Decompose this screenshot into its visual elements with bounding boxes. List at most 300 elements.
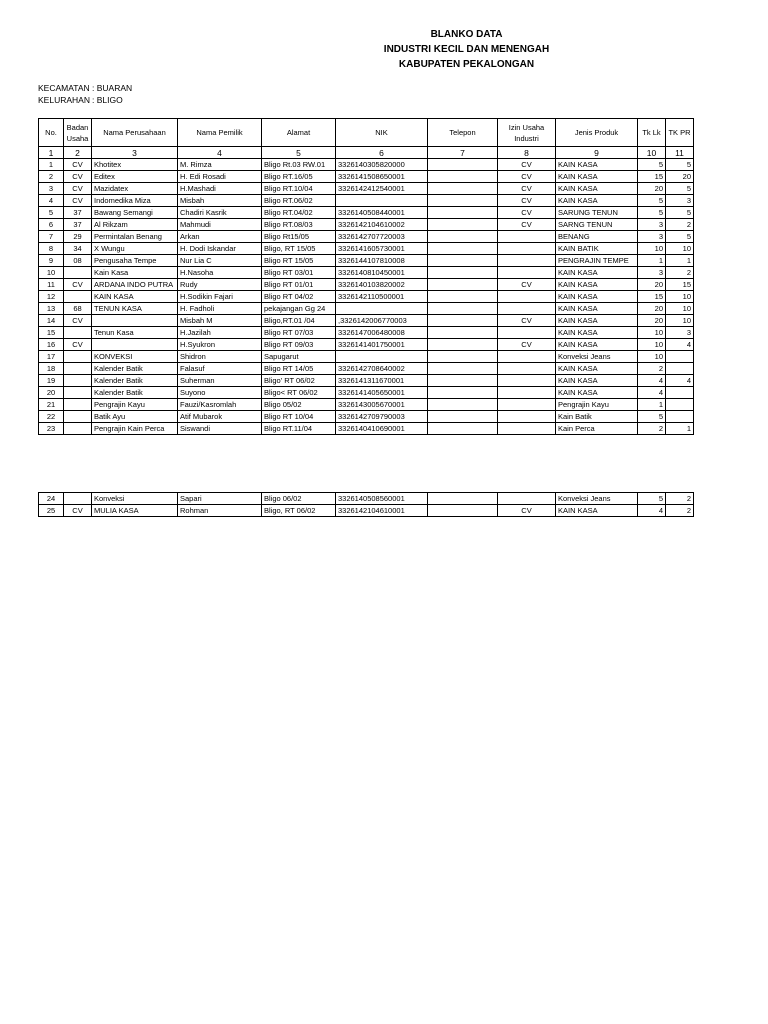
- cell-badan-usaha: [64, 351, 92, 363]
- cell-telepon: [428, 279, 498, 291]
- cell-tk-lk: 4: [638, 505, 666, 517]
- cell-jenis-produk: Konveksi Jeans: [556, 493, 638, 505]
- table-row: [39, 279, 694, 291]
- cell-telepon: [428, 351, 498, 363]
- cell-nik: [336, 351, 428, 363]
- cell-badan-usaha: [64, 291, 92, 303]
- cell-no: 2: [39, 171, 64, 183]
- cell-alamat: Bligo 06/02: [262, 493, 336, 505]
- cell-telepon: [428, 243, 498, 255]
- cell-jenis-produk: SARUNG TENUN: [556, 207, 638, 219]
- cell-izin-usaha: CV: [498, 505, 556, 517]
- cell-telepon: [428, 219, 498, 231]
- cell-badan-usaha: 34: [64, 243, 92, 255]
- cell-no: 19: [39, 375, 64, 387]
- cell-tk-pr: [666, 399, 694, 411]
- cell-nama-perusahaan: KAIN KASA: [92, 291, 178, 303]
- cell-nama-pemilik: Misbah M: [178, 315, 262, 327]
- cell-nama-pemilik: H.Syukron: [178, 339, 262, 351]
- cell-tk-lk: 4: [638, 387, 666, 399]
- cell-tk-lk: 5: [638, 207, 666, 219]
- cell-jenis-produk: KAIN KASA: [556, 327, 638, 339]
- title-block: [0, 27, 768, 72]
- cell-nama-pemilik: H. Dodi Iskandar: [178, 243, 262, 255]
- cell-jenis-produk: KAIN KASA: [556, 363, 638, 375]
- cell-nama-pemilik: Mahmudi: [178, 219, 262, 231]
- cell-tk-lk: 15: [638, 291, 666, 303]
- table-row: [39, 303, 694, 315]
- cell-nama-perusahaan: X Wungu: [92, 243, 178, 255]
- cell-nama-perusahaan: Pengrajin Kayu: [92, 399, 178, 411]
- cell-jenis-produk: KAIN KASA: [556, 195, 638, 207]
- col-number: 11: [666, 147, 694, 159]
- cell-no: 14: [39, 315, 64, 327]
- cell-telepon: [428, 493, 498, 505]
- cell-izin-usaha: [498, 267, 556, 279]
- cell-tk-lk: 3: [638, 231, 666, 243]
- cell-jenis-produk: Kain Batik: [556, 411, 638, 423]
- table-row: [39, 183, 694, 195]
- cell-nik: 3326147006480008: [336, 327, 428, 339]
- table-row: [39, 411, 694, 423]
- cell-alamat: Bligo 05/02: [262, 399, 336, 411]
- cell-nik: ,3326142006770003: [336, 315, 428, 327]
- cell-tk-lk: 1: [638, 255, 666, 267]
- cell-badan-usaha: 29: [64, 231, 92, 243]
- cell-jenis-produk: KAIN KASA: [556, 375, 638, 387]
- table-row: [39, 171, 694, 183]
- col-number: 1: [39, 147, 64, 159]
- cell-no: 9: [39, 255, 64, 267]
- header-tk-pr: TK PR: [666, 119, 694, 147]
- table-row: [39, 423, 694, 435]
- cell-no: 23: [39, 423, 64, 435]
- cell-jenis-produk: KAIN KASA: [556, 505, 638, 517]
- cell-tk-lk: 20: [638, 183, 666, 195]
- cell-tk-pr: [666, 411, 694, 423]
- cell-nama-perusahaan: Kalender Batik: [92, 363, 178, 375]
- cell-badan-usaha: CV: [64, 279, 92, 291]
- cell-izin-usaha: [498, 399, 556, 411]
- cell-tk-pr: 1: [666, 423, 694, 435]
- cell-alamat: Bligo RT 10/04: [262, 411, 336, 423]
- cell-no: 24: [39, 493, 64, 505]
- cell-alamat: Bligo RT 04/02: [262, 291, 336, 303]
- header-telepon: Telepon: [428, 119, 498, 147]
- cell-izin-usaha: [498, 243, 556, 255]
- header-tk-lk: Tk Lk: [638, 119, 666, 147]
- cell-badan-usaha: [64, 399, 92, 411]
- cell-badan-usaha: [64, 387, 92, 399]
- cell-alamat: Bligo RT 09/03: [262, 339, 336, 351]
- cell-telepon: [428, 375, 498, 387]
- cell-telepon: [428, 399, 498, 411]
- cell-nik: 3326142708640002: [336, 363, 428, 375]
- table-body-continued: [39, 493, 694, 517]
- table-row: [39, 375, 694, 387]
- cell-tk-lk: 10: [638, 327, 666, 339]
- cell-izin-usaha: [498, 303, 556, 315]
- cell-tk-lk: 5: [638, 159, 666, 171]
- cell-alamat: Bligo, RT 15/05: [262, 243, 336, 255]
- col-number: 10: [638, 147, 666, 159]
- cell-badan-usaha: CV: [64, 183, 92, 195]
- cell-nama-perusahaan: Kain Kasa: [92, 267, 178, 279]
- cell-tk-pr: 10: [666, 243, 694, 255]
- cell-jenis-produk: KAIN KASA: [556, 159, 638, 171]
- cell-alamat: Bligo, RT 06/02: [262, 505, 336, 517]
- col-number: 3: [92, 147, 178, 159]
- header-izin-usaha: Izin Usaha Industri: [498, 119, 556, 147]
- cell-izin-usaha: CV: [498, 339, 556, 351]
- cell-nama-pemilik: Rudy: [178, 279, 262, 291]
- cell-nik: 3326141401750001: [336, 339, 428, 351]
- cell-nama-pemilik: H. Fadholi: [178, 303, 262, 315]
- cell-tk-pr: 15: [666, 279, 694, 291]
- cell-tk-lk: 5: [638, 411, 666, 423]
- cell-nama-perusahaan: Khotitex: [92, 159, 178, 171]
- cell-badan-usaha: [64, 493, 92, 505]
- cell-nik: 3326144107810008: [336, 255, 428, 267]
- cell-tk-pr: 2: [666, 219, 694, 231]
- cell-no: 4: [39, 195, 64, 207]
- cell-tk-lk: 20: [638, 315, 666, 327]
- cell-nama-perusahaan: Kalender Batik: [92, 387, 178, 399]
- cell-alamat: Bligo' RT 06/02: [262, 375, 336, 387]
- cell-jenis-produk: Konveksi Jeans: [556, 351, 638, 363]
- cell-nama-pemilik: H.Nasoha: [178, 267, 262, 279]
- cell-badan-usaha: CV: [64, 315, 92, 327]
- table-row: [39, 315, 694, 327]
- cell-alamat: Bligo RT.16/05: [262, 171, 336, 183]
- cell-nik: 3326142412540001: [336, 183, 428, 195]
- cell-telepon: [428, 411, 498, 423]
- cell-nik: 3326140508440001: [336, 207, 428, 219]
- cell-nama-pemilik: H.Sodikin Fajari: [178, 291, 262, 303]
- location-info: [38, 82, 132, 106]
- cell-nik: 3326142709790003: [336, 411, 428, 423]
- cell-nik: 3326140810450001: [336, 267, 428, 279]
- cell-nik: 3326143005670001: [336, 399, 428, 411]
- cell-izin-usaha: [498, 423, 556, 435]
- table-row: [39, 291, 694, 303]
- table-row: [39, 399, 694, 411]
- header-alamat: Alamat: [262, 119, 336, 147]
- cell-nama-perusahaan: Batik Ayu: [92, 411, 178, 423]
- cell-no: 6: [39, 219, 64, 231]
- cell-tk-pr: 3: [666, 195, 694, 207]
- cell-tk-pr: 5: [666, 231, 694, 243]
- cell-tk-pr: 4: [666, 339, 694, 351]
- cell-jenis-produk: KAIN KASA: [556, 303, 638, 315]
- cell-nama-pemilik: Suherman: [178, 375, 262, 387]
- industry-table: [38, 118, 694, 435]
- cell-badan-usaha: CV: [64, 195, 92, 207]
- cell-no: 21: [39, 399, 64, 411]
- cell-nik: 3326140305820000: [336, 159, 428, 171]
- cell-badan-usaha: CV: [64, 159, 92, 171]
- cell-telepon: [428, 363, 498, 375]
- cell-jenis-produk: Kain Perca: [556, 423, 638, 435]
- table-row: [39, 351, 694, 363]
- cell-jenis-produk: KAIN KASA: [556, 183, 638, 195]
- table-row: [39, 159, 694, 171]
- cell-nama-pemilik: H. Edi Rosadi: [178, 171, 262, 183]
- cell-tk-lk: 2: [638, 363, 666, 375]
- cell-alamat: Bligo Rt.03 RW.01: [262, 159, 336, 171]
- cell-telepon: [428, 171, 498, 183]
- cell-jenis-produk: PENGRAJIN TEMPE: [556, 255, 638, 267]
- cell-no: 11: [39, 279, 64, 291]
- cell-izin-usaha: CV: [498, 315, 556, 327]
- cell-telepon: [428, 327, 498, 339]
- table-row: [39, 363, 694, 375]
- table-row: [39, 243, 694, 255]
- cell-jenis-produk: KAIN KASA: [556, 279, 638, 291]
- cell-jenis-produk: KAIN KASA: [556, 315, 638, 327]
- table-body: [39, 159, 694, 435]
- cell-telepon: [428, 387, 498, 399]
- cell-nama-pemilik: Misbah: [178, 195, 262, 207]
- table-row: [39, 339, 694, 351]
- table-row: [39, 493, 694, 505]
- cell-nama-perusahaan: Permintalan Benang: [92, 231, 178, 243]
- title-line-1: BLANKO DATA: [430, 29, 503, 40]
- cell-izin-usaha: CV: [498, 279, 556, 291]
- table-row: [39, 387, 694, 399]
- cell-alamat: Bligo RT.04/02: [262, 207, 336, 219]
- cell-nama-perusahaan: KONVEKSI: [92, 351, 178, 363]
- kecamatan-value: : BUARAN: [92, 83, 133, 93]
- cell-alamat: Bligo< RT 06/02: [262, 387, 336, 399]
- table-row: [39, 505, 694, 517]
- cell-nik: 3326142104610001: [336, 505, 428, 517]
- cell-telepon: [428, 315, 498, 327]
- cell-alamat: Bligo RT.06/02: [262, 195, 336, 207]
- cell-no: 22: [39, 411, 64, 423]
- table-row: [39, 219, 694, 231]
- cell-nama-pemilik: H.Jazilah: [178, 327, 262, 339]
- title-line-2: INDUSTRI KECIL DAN MENENGAH: [383, 44, 550, 55]
- cell-nama-perusahaan: Pengrajin Kain Perca: [92, 423, 178, 435]
- cell-jenis-produk: KAIN KASA: [556, 171, 638, 183]
- cell-nama-pemilik: Shidron: [178, 351, 262, 363]
- cell-nik: 3326140103820002: [336, 279, 428, 291]
- title-line-3: KABUPATEN PEKALONGAN: [398, 59, 535, 70]
- cell-no: 10: [39, 267, 64, 279]
- cell-tk-lk: 2: [638, 423, 666, 435]
- cell-jenis-produk: KAIN KASA: [556, 267, 638, 279]
- cell-izin-usaha: [498, 231, 556, 243]
- cell-nama-perusahaan: Tenun Kasa: [92, 327, 178, 339]
- cell-izin-usaha: [498, 327, 556, 339]
- cell-izin-usaha: CV: [498, 219, 556, 231]
- cell-tk-pr: 5: [666, 159, 694, 171]
- cell-alamat: Bligo RT 03/01: [262, 267, 336, 279]
- cell-tk-lk: 10: [638, 339, 666, 351]
- cell-telepon: [428, 267, 498, 279]
- cell-nik: 3326142110500001: [336, 291, 428, 303]
- cell-badan-usaha: [64, 411, 92, 423]
- cell-nama-pemilik: Falasuf: [178, 363, 262, 375]
- cell-nama-pemilik: Arkan: [178, 231, 262, 243]
- cell-nama-pemilik: H.Mashadi: [178, 183, 262, 195]
- cell-no: 25: [39, 505, 64, 517]
- cell-jenis-produk: Pengrajin Kayu: [556, 399, 638, 411]
- cell-tk-lk: 1: [638, 399, 666, 411]
- cell-tk-lk: 15: [638, 171, 666, 183]
- cell-tk-lk: 3: [638, 267, 666, 279]
- header-nama-pemilik: Nama Pemilik: [178, 119, 262, 147]
- col-number: 2: [64, 147, 92, 159]
- cell-tk-pr: 2: [666, 505, 694, 517]
- cell-alamat: Bligo RT 07/03: [262, 327, 336, 339]
- cell-nama-perusahaan: [92, 339, 178, 351]
- cell-telepon: [428, 505, 498, 517]
- cell-nama-pemilik: Chadiri Kasrik: [178, 207, 262, 219]
- cell-badan-usaha: CV: [64, 505, 92, 517]
- cell-izin-usaha: [498, 255, 556, 267]
- cell-no: 15: [39, 327, 64, 339]
- cell-nik: [336, 195, 428, 207]
- kelurahan-label: KELURAHAN: [38, 95, 90, 105]
- col-number: 8: [498, 147, 556, 159]
- table-row: [39, 267, 694, 279]
- cell-no: 5: [39, 207, 64, 219]
- cell-izin-usaha: [498, 351, 556, 363]
- cell-telepon: [428, 195, 498, 207]
- cell-tk-lk: 10: [638, 351, 666, 363]
- cell-nama-perusahaan: [92, 315, 178, 327]
- cell-izin-usaha: [498, 363, 556, 375]
- cell-nama-pemilik: M. Rimza: [178, 159, 262, 171]
- cell-tk-pr: 3: [666, 327, 694, 339]
- cell-nama-perusahaan: ARDANA INDO PUTRA: [92, 279, 178, 291]
- cell-jenis-produk: SARNG TENUN: [556, 219, 638, 231]
- table-row: [39, 207, 694, 219]
- cell-tk-pr: [666, 351, 694, 363]
- cell-nama-perusahaan: Indomedika Miza: [92, 195, 178, 207]
- cell-tk-pr: 10: [666, 291, 694, 303]
- cell-izin-usaha: CV: [498, 171, 556, 183]
- cell-no: 3: [39, 183, 64, 195]
- cell-tk-lk: 3: [638, 219, 666, 231]
- cell-tk-pr: 2: [666, 267, 694, 279]
- cell-tk-lk: 4: [638, 375, 666, 387]
- cell-tk-pr: [666, 363, 694, 375]
- cell-nama-perusahaan: Pengusaha Tempe: [92, 255, 178, 267]
- cell-tk-lk: 20: [638, 303, 666, 315]
- cell-badan-usaha: CV: [64, 171, 92, 183]
- header-no: No.: [39, 119, 64, 147]
- cell-jenis-produk: BENANG: [556, 231, 638, 243]
- cell-nama-perusahaan: Bawang Semangi: [92, 207, 178, 219]
- cell-nik: 3326142104610002: [336, 219, 428, 231]
- col-number: 7: [428, 147, 498, 159]
- cell-nik: 3326141605730001: [336, 243, 428, 255]
- cell-nama-pemilik: Sapari: [178, 493, 262, 505]
- cell-no: 12: [39, 291, 64, 303]
- cell-tk-pr: [666, 387, 694, 399]
- cell-alamat: Sapugarut: [262, 351, 336, 363]
- col-number: 4: [178, 147, 262, 159]
- cell-nik: 3326141311670001: [336, 375, 428, 387]
- col-number: 9: [556, 147, 638, 159]
- cell-nama-perusahaan: Al Rikzam: [92, 219, 178, 231]
- cell-alamat: pekajangan Gg 24: [262, 303, 336, 315]
- cell-telepon: [428, 423, 498, 435]
- header-row: [39, 119, 694, 147]
- header-nama-perusahaan: Nama Perusahaan: [92, 119, 178, 147]
- cell-no: 20: [39, 387, 64, 399]
- cell-nik: 3326141405650001: [336, 387, 428, 399]
- cell-tk-pr: 2: [666, 493, 694, 505]
- cell-nama-pemilik: Nur Lia C: [178, 255, 262, 267]
- cell-izin-usaha: [498, 291, 556, 303]
- cell-nama-perusahaan: Konveksi: [92, 493, 178, 505]
- cell-alamat: Bligo,RT.01 /04: [262, 315, 336, 327]
- cell-badan-usaha: CV: [64, 339, 92, 351]
- cell-nik: 3326142707720003: [336, 231, 428, 243]
- cell-nama-perusahaan: Editex: [92, 171, 178, 183]
- cell-telepon: [428, 159, 498, 171]
- cell-badan-usaha: [64, 423, 92, 435]
- cell-no: 16: [39, 339, 64, 351]
- cell-jenis-produk: KAIN KASA: [556, 387, 638, 399]
- cell-badan-usaha: 08: [64, 255, 92, 267]
- cell-badan-usaha: 37: [64, 207, 92, 219]
- cell-no: 17: [39, 351, 64, 363]
- cell-tk-lk: 10: [638, 243, 666, 255]
- cell-telepon: [428, 255, 498, 267]
- cell-izin-usaha: CV: [498, 159, 556, 171]
- cell-nik: 3326141508650001: [336, 171, 428, 183]
- cell-badan-usaha: 68: [64, 303, 92, 315]
- cell-nama-perusahaan: Mazidatex: [92, 183, 178, 195]
- cell-tk-pr: 20: [666, 171, 694, 183]
- cell-jenis-produk: KAIN KASA: [556, 339, 638, 351]
- col-number: 5: [262, 147, 336, 159]
- cell-telepon: [428, 291, 498, 303]
- cell-badan-usaha: [64, 267, 92, 279]
- cell-izin-usaha: [498, 411, 556, 423]
- cell-izin-usaha: CV: [498, 207, 556, 219]
- cell-tk-lk: 20: [638, 279, 666, 291]
- cell-nama-perusahaan: Kalender Batik: [92, 375, 178, 387]
- cell-badan-usaha: [64, 363, 92, 375]
- cell-nik: 3326140508560001: [336, 493, 428, 505]
- cell-telepon: [428, 207, 498, 219]
- cell-nik: [336, 303, 428, 315]
- cell-no: 8: [39, 243, 64, 255]
- cell-nama-pemilik: Fauzi/Kasromlah: [178, 399, 262, 411]
- table-row: [39, 231, 694, 243]
- cell-jenis-produk: KAIN BATIK: [556, 243, 638, 255]
- cell-telepon: [428, 183, 498, 195]
- cell-alamat: Bligo RT.08/03: [262, 219, 336, 231]
- cell-alamat: Bligo RT 14/05: [262, 363, 336, 375]
- cell-no: 13: [39, 303, 64, 315]
- cell-nama-pemilik: Siswandi: [178, 423, 262, 435]
- table-row: [39, 195, 694, 207]
- industry-table-continued: [38, 492, 694, 517]
- cell-badan-usaha: [64, 375, 92, 387]
- cell-nama-pemilik: Rohman: [178, 505, 262, 517]
- cell-tk-pr: 4: [666, 375, 694, 387]
- cell-telepon: [428, 339, 498, 351]
- kecamatan-label: KECAMATAN: [38, 83, 90, 93]
- column-number-row: [39, 147, 694, 159]
